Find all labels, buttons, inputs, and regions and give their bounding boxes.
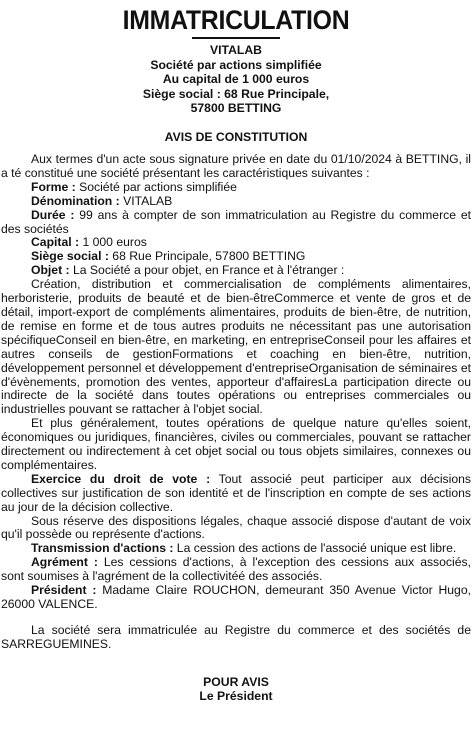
signature-block	[1, 675, 471, 704]
notice-title: AVIS DE CONSTITUTION	[164, 129, 308, 144]
title-divider	[192, 37, 280, 39]
field-duree	[1, 209, 471, 237]
field-value: La Société a pour objet, en France et à l'étranger :	[69, 263, 345, 278]
field-denomination	[1, 195, 471, 209]
objet-paragraph: Création, distribution et commercialisation de compléments alimentaires, herboristerie, produits de beauté et de bien-êtreCommerce et vente de gros et de détail, import-export de compléments alimentaires, produits de bien-être, de nutrition, de remise en forme et de tous autres produits ne nécessitant pas une autorisation spécifiqueConseil en bien-être, en marketing, en entrepriseConseil pour les affaires et autres conseils de gestionFormations et coaching en bien-être, nutrition, développement personnel et développement d'entrepriseOrganisation de séminaires et d'évènements, promotion des ventes, apporteur d'affairesLa participation directe ou indirecte de la société dans toutes opérations ou entreprises commerciales ou industrielles pouvant se rattacher à l'objet social.	[1, 277, 471, 417]
general-paragraph: Et plus généralement, toutes opérations de quelque nature qu'elles soient, économiques ou juridiques, financières, civiles ou commerciales, pouvant se rattacher directement ou indirectement à cet objet social ou tous objets similaires, connexes ou complémentaires.	[1, 416, 471, 472]
field-value: VITALAB	[119, 193, 173, 208]
closing-pour-avis: POUR AVIS	[203, 674, 269, 689]
company-form: Société par actions simplifiée	[150, 57, 322, 72]
field-label: Exercice du droit de vote :	[31, 471, 211, 486]
registration-paragraph: La société sera immatriculée au Registre du commerce et des sociétés de SARREGUEMINES.	[1, 622, 471, 651]
field-vote	[1, 473, 471, 515]
field-president	[1, 584, 471, 612]
field-label: Dénomination :	[31, 193, 120, 208]
field-label: Agrément :	[31, 555, 98, 570]
company-name: VITALAB	[210, 43, 262, 57]
field-value: La cession des actions de l'associé unique est libre.	[173, 541, 457, 556]
reserve-paragraph: Sous réserve des dispositions légales, chaque associé dispose d'autant de voix qu'il possède ou représente d'actions.	[1, 513, 471, 542]
field-siege	[1, 250, 471, 264]
field-label: Président :	[31, 583, 97, 598]
field-transmission	[1, 542, 471, 556]
field-label: Transmission d'actions :	[31, 541, 174, 556]
field-value: Madame Claire ROUCHON, demeurant 350 Avenue Victor Hugo, 26000 VALENCE.	[1, 583, 471, 611]
page-title: IMMATRICULATION	[122, 5, 350, 35]
field-label: Objet :	[31, 263, 70, 278]
field-agrement	[1, 556, 471, 584]
legal-notice	[0, 4, 473, 736]
field-value: 1 000 euros	[79, 235, 147, 250]
notice-body	[1, 153, 471, 652]
company-header	[1, 43, 471, 116]
intro-paragraph: Aux termes d'un acte sous signature privée en date du 01/10/2024 à BETTING, il a té constitué une société présentant les caractéristiques suivantes :	[1, 152, 471, 180]
field-value: Tout associé peut participer aux décisions collectives sur justification de son identité et de l'inscription en compte de ses actions au jour de la décision collective.	[1, 471, 471, 514]
company-capital: Au capital de 1 000 euros	[162, 72, 310, 86]
closing-signatory: Le Président	[199, 689, 273, 704]
field-value: Les cessions d'actions, à l'exception des cessions aux associés, sont soumises à l'agrément de la collectivitéé des associés.	[1, 555, 471, 584]
field-value: 68 Rue Principale, 57800 BETTING	[108, 249, 306, 264]
field-value: 99 ans à compter de son immatriculation au Registre du commerce et des sociétés	[1, 207, 472, 236]
field-label: Forme :	[31, 179, 76, 194]
field-value: Société par actions simplifiée	[75, 179, 237, 194]
field-forme	[1, 181, 471, 195]
field-label: Durée :	[31, 207, 75, 222]
field-label: Siège social :	[31, 249, 109, 264]
company-city: 57800 BETTING	[190, 101, 282, 115]
field-capital	[1, 236, 471, 250]
field-label: Capital :	[31, 235, 80, 250]
company-siege: Siège social : 68 Rue Principale,	[142, 86, 330, 101]
field-objet	[1, 264, 471, 278]
